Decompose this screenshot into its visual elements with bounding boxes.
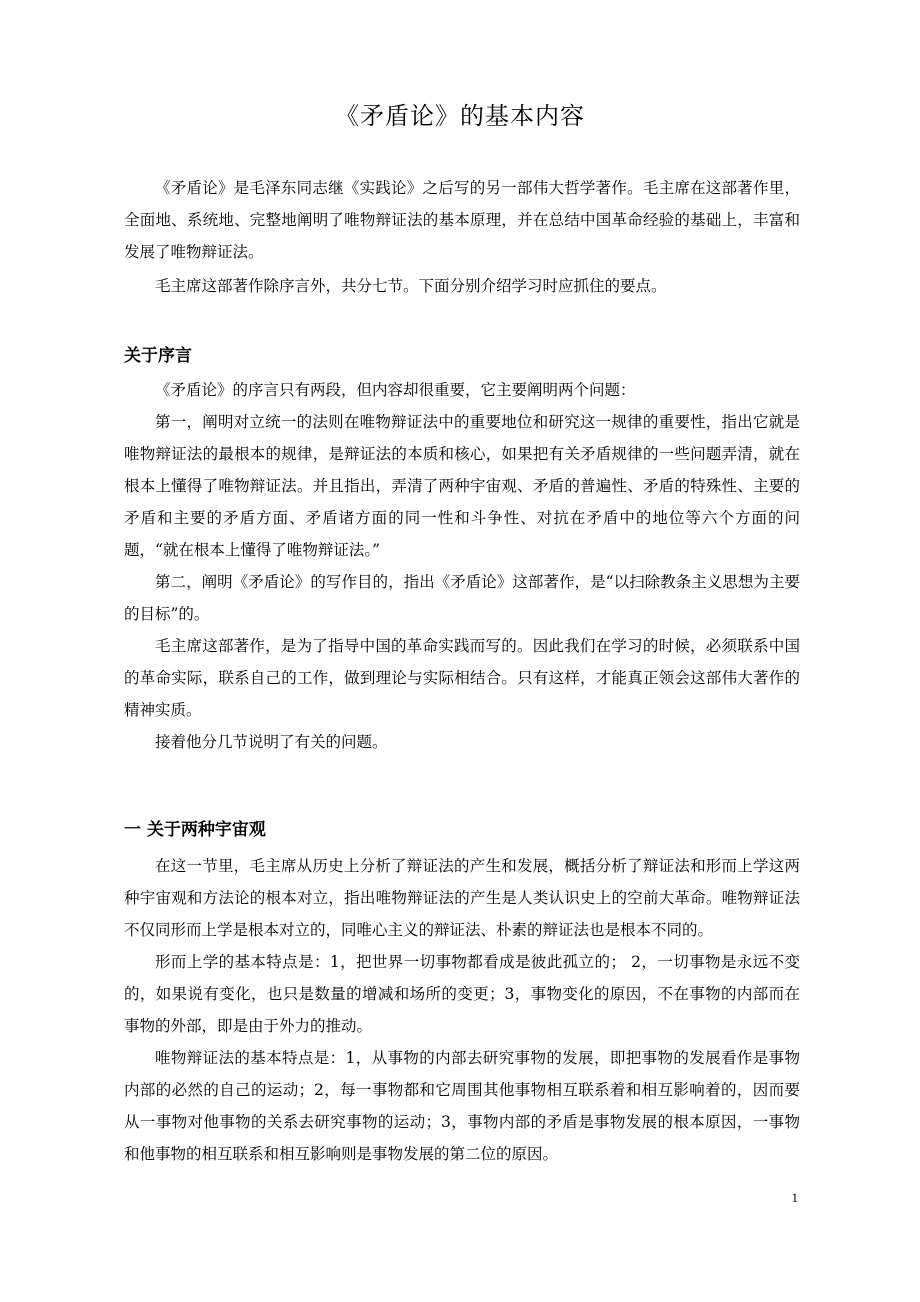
intro-section [124, 172, 800, 302]
intro-paragraph-2: 毛主席这部著作除序言外，共分七节。下面分别介绍学习时应抓住的要点。 [155, 277, 667, 295]
preface-heading: 关于序言 [124, 346, 192, 366]
section-1-paragraph-2: 形而上学的基本特点是：1，把世界一切事物都看成是彼此孤立的； 2，一切事物是永远不变的，如果说有变化，也只是数量的增减和场所的变更；3，事物变化的原因，不在事物的内部而在事物的外部，即是由于外力的推动。 [124, 953, 800, 1035]
page-number: 1 [791, 1190, 798, 1205]
preface-paragraph-3: 第二，阐明《矛盾论》的写作目的，指出《矛盾论》这部著作，是“以扫除教条主义思想为主要的目标”的。 [124, 573, 800, 623]
preface-paragraph-4: 毛主席这部著作，是为了指导中国的革命实践而写的。因此我们在学习的时候，必须联系中国的革命实际，联系自己的工作，做到理论与实际相结合。只有这样，才能真正领会这部伟大著作的精神实质。 [124, 637, 800, 719]
section-1-heading: 一 关于两种宇宙观 [124, 820, 266, 840]
preface-paragraph-1: 《矛盾论》的序言只有两段，但内容却很重要，它主要阐明两个问题： [155, 381, 636, 399]
preface-paragraph-5: 接着他分几节说明了有关的问题。 [155, 733, 388, 751]
intro-paragraph-1: 《矛盾论》是毛泽东同志继《实践论》之后写的另一部伟大哲学著作。毛主席在这部著作里，全面地、系统地、完整地阐明了唯物辩证法的基本原理，并在总结中国革命经验的基础上，丰富和发展了唯物辩证法。 [124, 179, 800, 261]
section-1 [124, 850, 800, 1170]
preface-section [124, 374, 800, 758]
page-title: 《矛盾论》的基本内容 [335, 102, 585, 130]
preface-paragraph-2: 第一，阐明对立统一的法则在唯物辩证法中的重要地位和研究这一规律的重要性，指出它就是唯物辩证法的最根本的规律，是辩证法的本质和核心，如果把有关矛盾规律的一些问题弄清，就在根本上懂得了唯物辩证法。并且指出，弄清了两种宇宙观、矛盾的普遍性、矛盾的特殊性、主要的矛盾和主要的矛盾方面、矛盾诸方面的同一性和斗争性、对抗在矛盾中的地位等六个方面的问题，“就在根本上懂得了唯物辩证法。” [124, 413, 800, 559]
section-1-paragraph-3: 唯物辩证法的基本特点是：1，从事物的内部去研究事物的发展，即把事物的发展看作是事物内部的必然的自己的运动；2，每一事物都和它周围其他事物相互联系着和相互影响着的，因而要从一事物对他事物的关系去研究事物的运动；3，事物内部的矛盾是事物发展的根本原因，一事物和他事物的相互联系和相互影响则是事物发展的第二位的原因。 [124, 1049, 800, 1163]
section-1-paragraph-1: 在这一节里，毛主席从历史上分析了辩证法的产生和发展，概括分析了辩证法和形而上学这两种宇宙观和方法论的根本对立，指出唯物辩证法的产生是人类认识史上的空前大革命。唯物辩证法不仅同形而上学是根本对立的，同唯心主义的辩证法、朴素的辩证法也是根本不同的。 [124, 857, 800, 939]
